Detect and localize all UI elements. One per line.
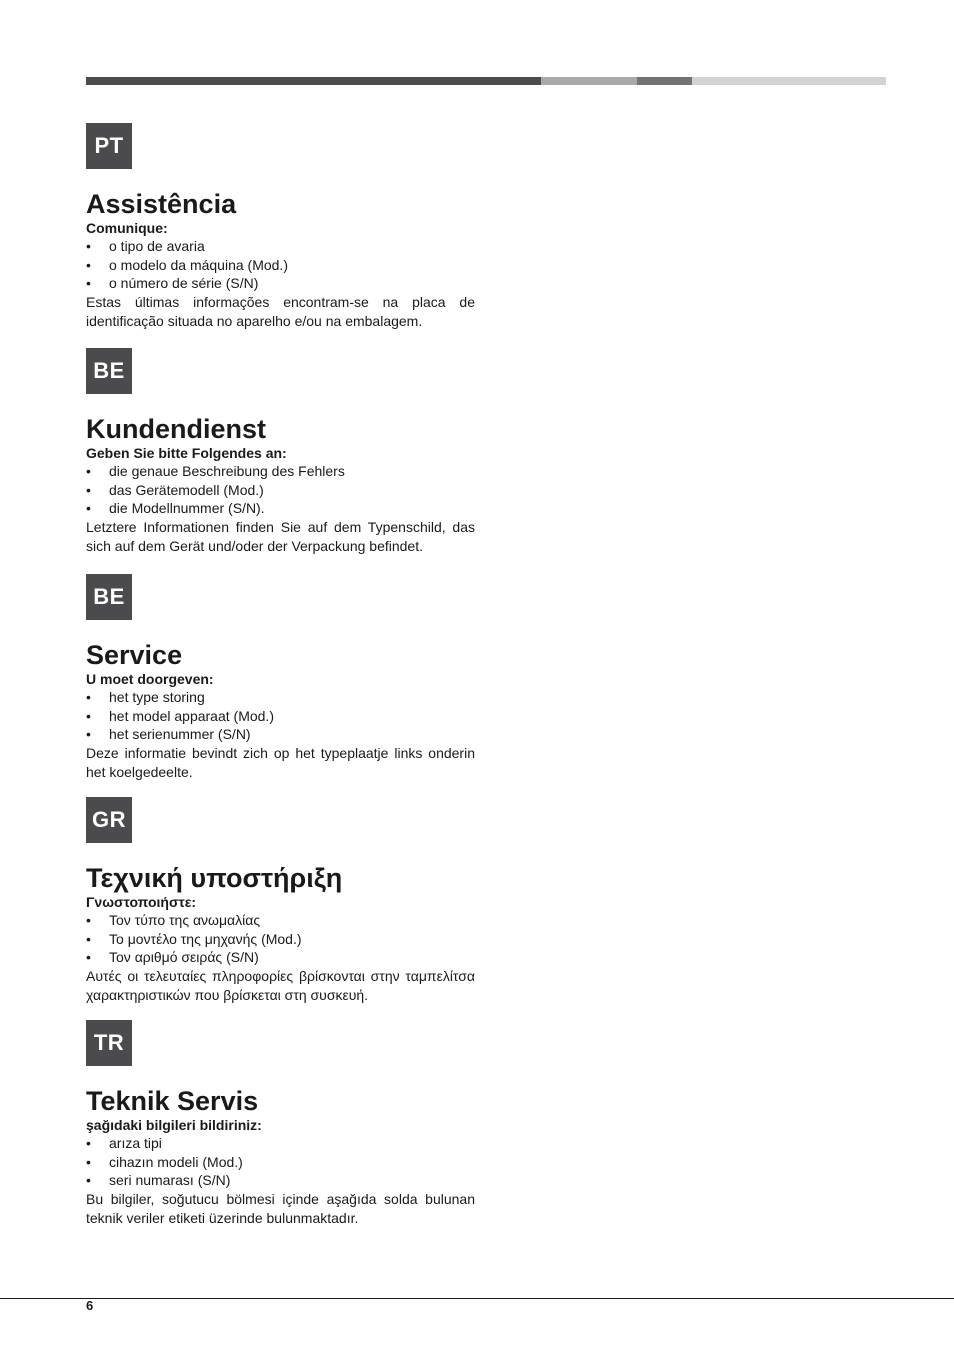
section-note: Αυτές οι τελευταίες πληροφορίες βρίσκονται στην ταμπελίτσα χαρακτηριστικών που βρίσκεται στη συσκευή.: [86, 967, 475, 1003]
page-number: 6: [86, 1298, 94, 1313]
header-bar-segment-light: [541, 77, 637, 85]
language-badge: TR: [86, 1020, 132, 1066]
language-badge: BE: [86, 574, 132, 620]
list-item-text: Τον τύπο της ανωμαλίας: [109, 912, 261, 928]
section-title: Teknik Servis: [86, 1086, 259, 1116]
section-be-dutch: [86, 574, 475, 782]
section-intro: Γνωστοποιήστε:: [86, 894, 197, 910]
list-item: [86, 1171, 475, 1190]
list-item: [86, 725, 475, 744]
list-item-text: Τον αριθμό σειράς (S/N): [109, 949, 259, 965]
info-list: [86, 1134, 475, 1190]
bullet-icon: •: [86, 930, 91, 947]
list-item-text: o modelo da máquina (Mod.): [109, 256, 288, 273]
list-item-text: arıza tipi: [109, 1135, 162, 1151]
list-item: [86, 930, 475, 949]
bullet-icon: •: [86, 481, 91, 498]
bullet-icon: •: [86, 1153, 91, 1170]
list-item: [86, 256, 475, 275]
list-item-text: o tipo de avaria: [109, 238, 205, 254]
info-list: [86, 911, 475, 967]
list-item: [86, 481, 475, 500]
section-gr: [86, 797, 475, 1005]
bullet-icon: •: [86, 707, 91, 724]
bullet-icon: •: [86, 500, 91, 516]
list-item: [86, 688, 475, 707]
list-item-text: die Modellnummer (S/N).: [109, 500, 265, 516]
section-note: Deze informatie bevindt zich op het typeplaatje links onderin het koelgedeelte.: [86, 744, 475, 780]
section-note: Bu bilgiler, soğutucu bölmesi içinde aşağıda solda bulunan teknik veriler etiketi üzerinde bulunmaktadır.: [86, 1190, 475, 1226]
section-intro: Geben Sie bitte Folgendes an:: [86, 445, 287, 461]
info-list: [86, 462, 475, 518]
bullet-icon: •: [86, 275, 91, 291]
section-title: Kundendienst: [86, 414, 266, 444]
list-item-text: het serienummer (S/N): [109, 726, 251, 742]
list-item-text: het type storing: [109, 689, 205, 705]
bullet-icon: •: [86, 912, 91, 928]
bullet-icon: •: [86, 726, 91, 742]
list-item: [86, 1153, 475, 1172]
header-color-bar: [86, 77, 886, 85]
list-item-text: Το μοντέλο της μηχανής (Mod.): [109, 930, 302, 947]
header-bar-segment-dark: [86, 77, 541, 85]
list-item: [86, 274, 475, 293]
section-title: Service: [86, 640, 183, 670]
section-note: Estas últimas informações encontram-se na placa de identificação situada no aparelho e/ou na embalagem.: [86, 293, 475, 329]
header-bar-segment-pale: [692, 77, 886, 85]
language-badge: BE: [86, 348, 132, 394]
list-item-text: das Gerätemodell (Mod.): [109, 481, 264, 498]
language-badge: GR: [86, 797, 132, 843]
section-title: Assistência: [86, 189, 237, 219]
footer-divider: [0, 1298, 954, 1299]
list-item: [86, 911, 475, 930]
list-item: [86, 707, 475, 726]
section-note: Letztere Informationen finden Sie auf dem Typenschild, das sich auf dem Gerät und/oder der Verpackung befindet.: [86, 518, 475, 554]
list-item-text: seri numarası (S/N): [109, 1172, 231, 1188]
list-item-text: het model apparaat (Mod.): [109, 707, 274, 724]
section-pt: [86, 123, 475, 331]
section-intro: şağıdaki bilgileri bildiriniz:: [86, 1117, 262, 1133]
language-badge: PT: [86, 123, 132, 169]
bullet-icon: •: [86, 256, 91, 273]
bullet-icon: •: [86, 238, 91, 254]
list-item: [86, 462, 475, 481]
section-tr: [86, 1020, 475, 1228]
list-item: [86, 948, 475, 967]
bullet-icon: •: [86, 1172, 91, 1188]
section-title: Τεχνική υποστήριξη: [86, 863, 343, 893]
section-intro: Comunique:: [86, 220, 168, 236]
info-list: [86, 688, 475, 744]
list-item-text: die genaue Beschreibung des Fehlers: [109, 463, 345, 479]
header-bar-segment-medium: [637, 77, 692, 85]
info-list: [86, 237, 475, 293]
section-be-german: [86, 348, 475, 556]
list-item: [86, 237, 475, 256]
list-item-text: cihazın modeli (Mod.): [109, 1153, 243, 1170]
bullet-icon: •: [86, 1135, 91, 1151]
bullet-icon: •: [86, 949, 91, 965]
list-item: [86, 499, 475, 518]
section-intro: U moet doorgeven:: [86, 671, 214, 687]
bullet-icon: •: [86, 463, 91, 479]
list-item: [86, 1134, 475, 1153]
bullet-icon: •: [86, 689, 91, 705]
list-item-text: o número de série (S/N): [109, 275, 259, 291]
